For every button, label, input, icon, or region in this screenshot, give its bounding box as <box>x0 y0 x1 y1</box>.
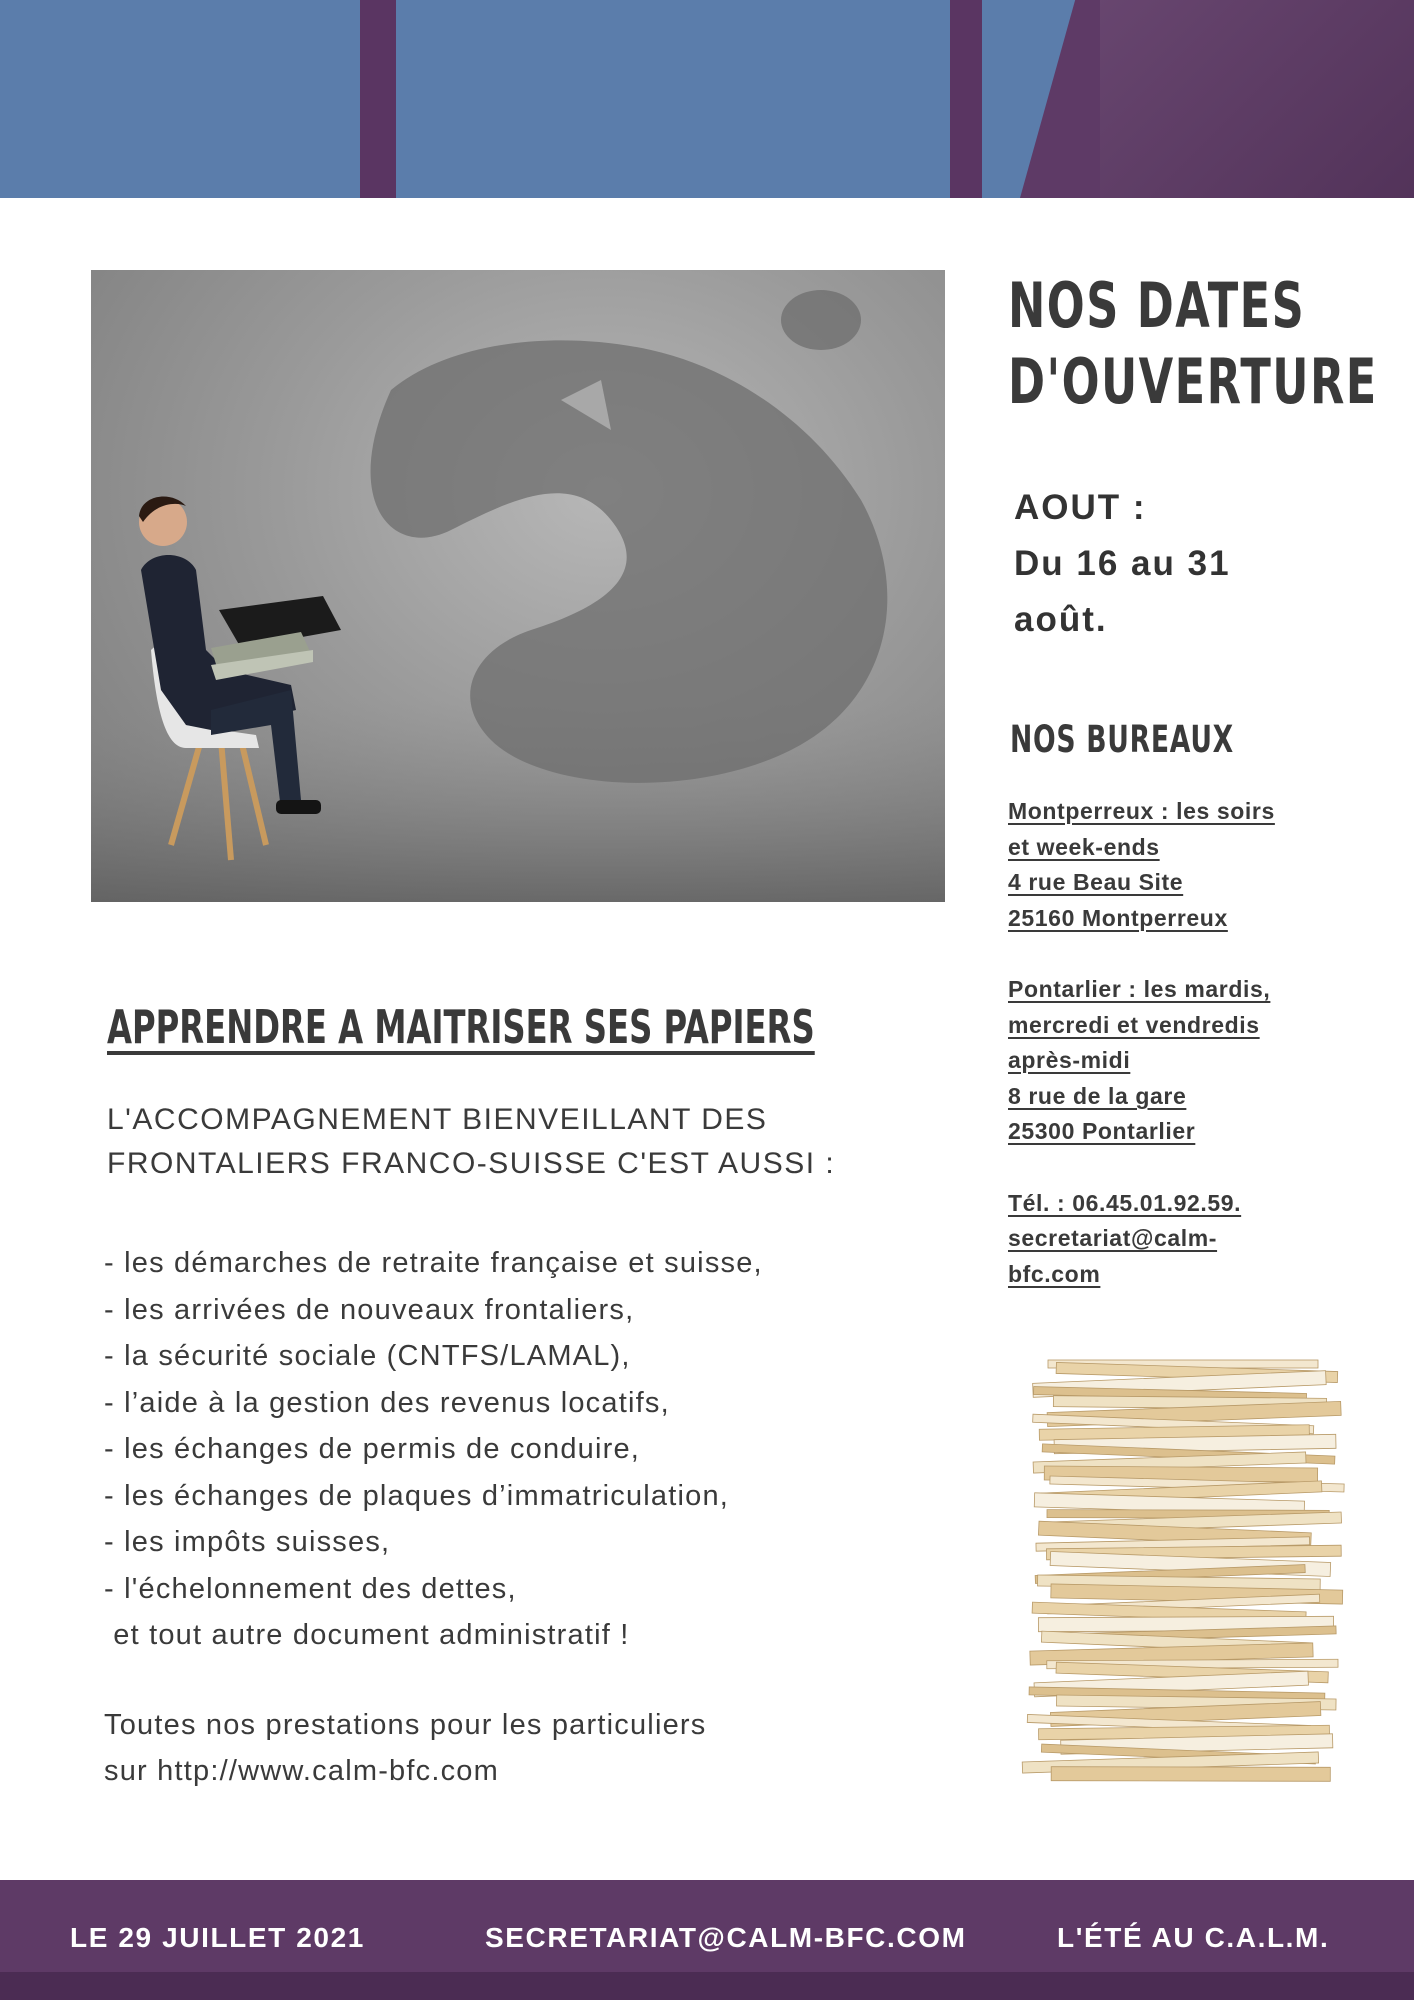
phone-number[interactable]: Tél. : 06.45.01.92.59. <box>1008 1189 1242 1216</box>
note-line: sur http://www.calm-bfc.com <box>104 1755 499 1787</box>
office-pontarlier <box>1008 972 1338 1150</box>
office-line: Montperreux : les soirs <box>1008 798 1275 824</box>
title-line: D'OUVERTURE <box>1008 345 1378 418</box>
month-label: AOUT : <box>1014 488 1147 527</box>
services-list <box>104 1240 924 1659</box>
header-banner <box>0 0 1414 198</box>
footer-email[interactable]: SECRETARIAT@CALM-BFC.COM <box>485 1922 967 1953</box>
list-item: - les échanges de permis de conduire, <box>104 1433 641 1465</box>
footer-shade <box>0 1972 1414 2000</box>
subtitle-line: FRONTALIERS FRANCO-SUISSE C'EST AUSSI : <box>107 1147 836 1180</box>
list-item: - les arrivées de nouveaux frontaliers, <box>104 1293 635 1326</box>
footer-bar <box>0 1880 1414 2000</box>
contact-block <box>1008 1186 1338 1293</box>
email-link[interactable]: bfc.com <box>1008 1260 1101 1287</box>
businessman-illustration <box>91 270 945 902</box>
email-link[interactable]: secretariat@calm- <box>1008 1225 1218 1252</box>
office-line: 8 rue de la gare <box>1008 1082 1187 1109</box>
office-line: mercredi et vendredis <box>1008 1011 1260 1038</box>
list-item: - les échanges de plaques d’immatriculation, <box>104 1479 730 1512</box>
page-title: APPRENDRE A MAITRISER SES PAPIERS <box>107 1000 815 1054</box>
businessman-photo <box>91 270 945 902</box>
title-line: NOS DATES <box>1008 269 1306 342</box>
office-line: 25160 Montperreux <box>1008 904 1228 931</box>
list-item: - l'échelonnement des dettes, <box>104 1572 517 1605</box>
website-note <box>104 1702 924 1794</box>
date-range: Du 16 au 31 <box>1014 544 1231 583</box>
office-line: après-midi <box>1008 1047 1131 1074</box>
window-frame <box>950 0 982 198</box>
list-item: et tout autre document administratif ! <box>104 1619 630 1651</box>
footer-date: LE 29 JUILLET 2021 <box>70 1922 365 1953</box>
office-line: 4 rue Beau Site <box>1008 869 1184 896</box>
office-line: 25300 Pontarlier <box>1008 1118 1196 1145</box>
list-item: - la sécurité sociale (CNTFS/LAMAL), <box>104 1340 631 1372</box>
list-item: - l’aide à la gestion des revenus locatifs, <box>104 1386 670 1419</box>
offices-list <box>1008 794 1338 1292</box>
office-line: et week-ends <box>1008 833 1160 860</box>
footer-tagline: L'ÉTÉ AU C.A.L.M. <box>1057 1922 1330 1953</box>
office-line: Pontarlier : les mardis, <box>1008 975 1271 1002</box>
subtitle-line: L'ACCOMPAGNEMENT BIENVEILLANT DES <box>107 1103 768 1136</box>
window-frame <box>360 0 396 198</box>
paper-stack-illustration <box>1008 1340 1358 1800</box>
office-montperreux <box>1008 794 1338 936</box>
date-range: août. <box>1014 600 1108 639</box>
paper-sheet <box>1051 1767 1330 1782</box>
subtitle <box>107 1098 907 1186</box>
opening-dates-title <box>1008 268 1378 420</box>
august-dates <box>1014 480 1314 648</box>
list-item: - les démarches de retraite française et suisse, <box>104 1247 763 1279</box>
list-item: - les impôts suisses, <box>104 1526 391 1558</box>
note-line: Toutes nos prestations pour les particuliers <box>104 1709 707 1741</box>
banner-shade <box>1100 0 1414 198</box>
offices-title: NOS BUREAUX <box>1010 718 1234 761</box>
